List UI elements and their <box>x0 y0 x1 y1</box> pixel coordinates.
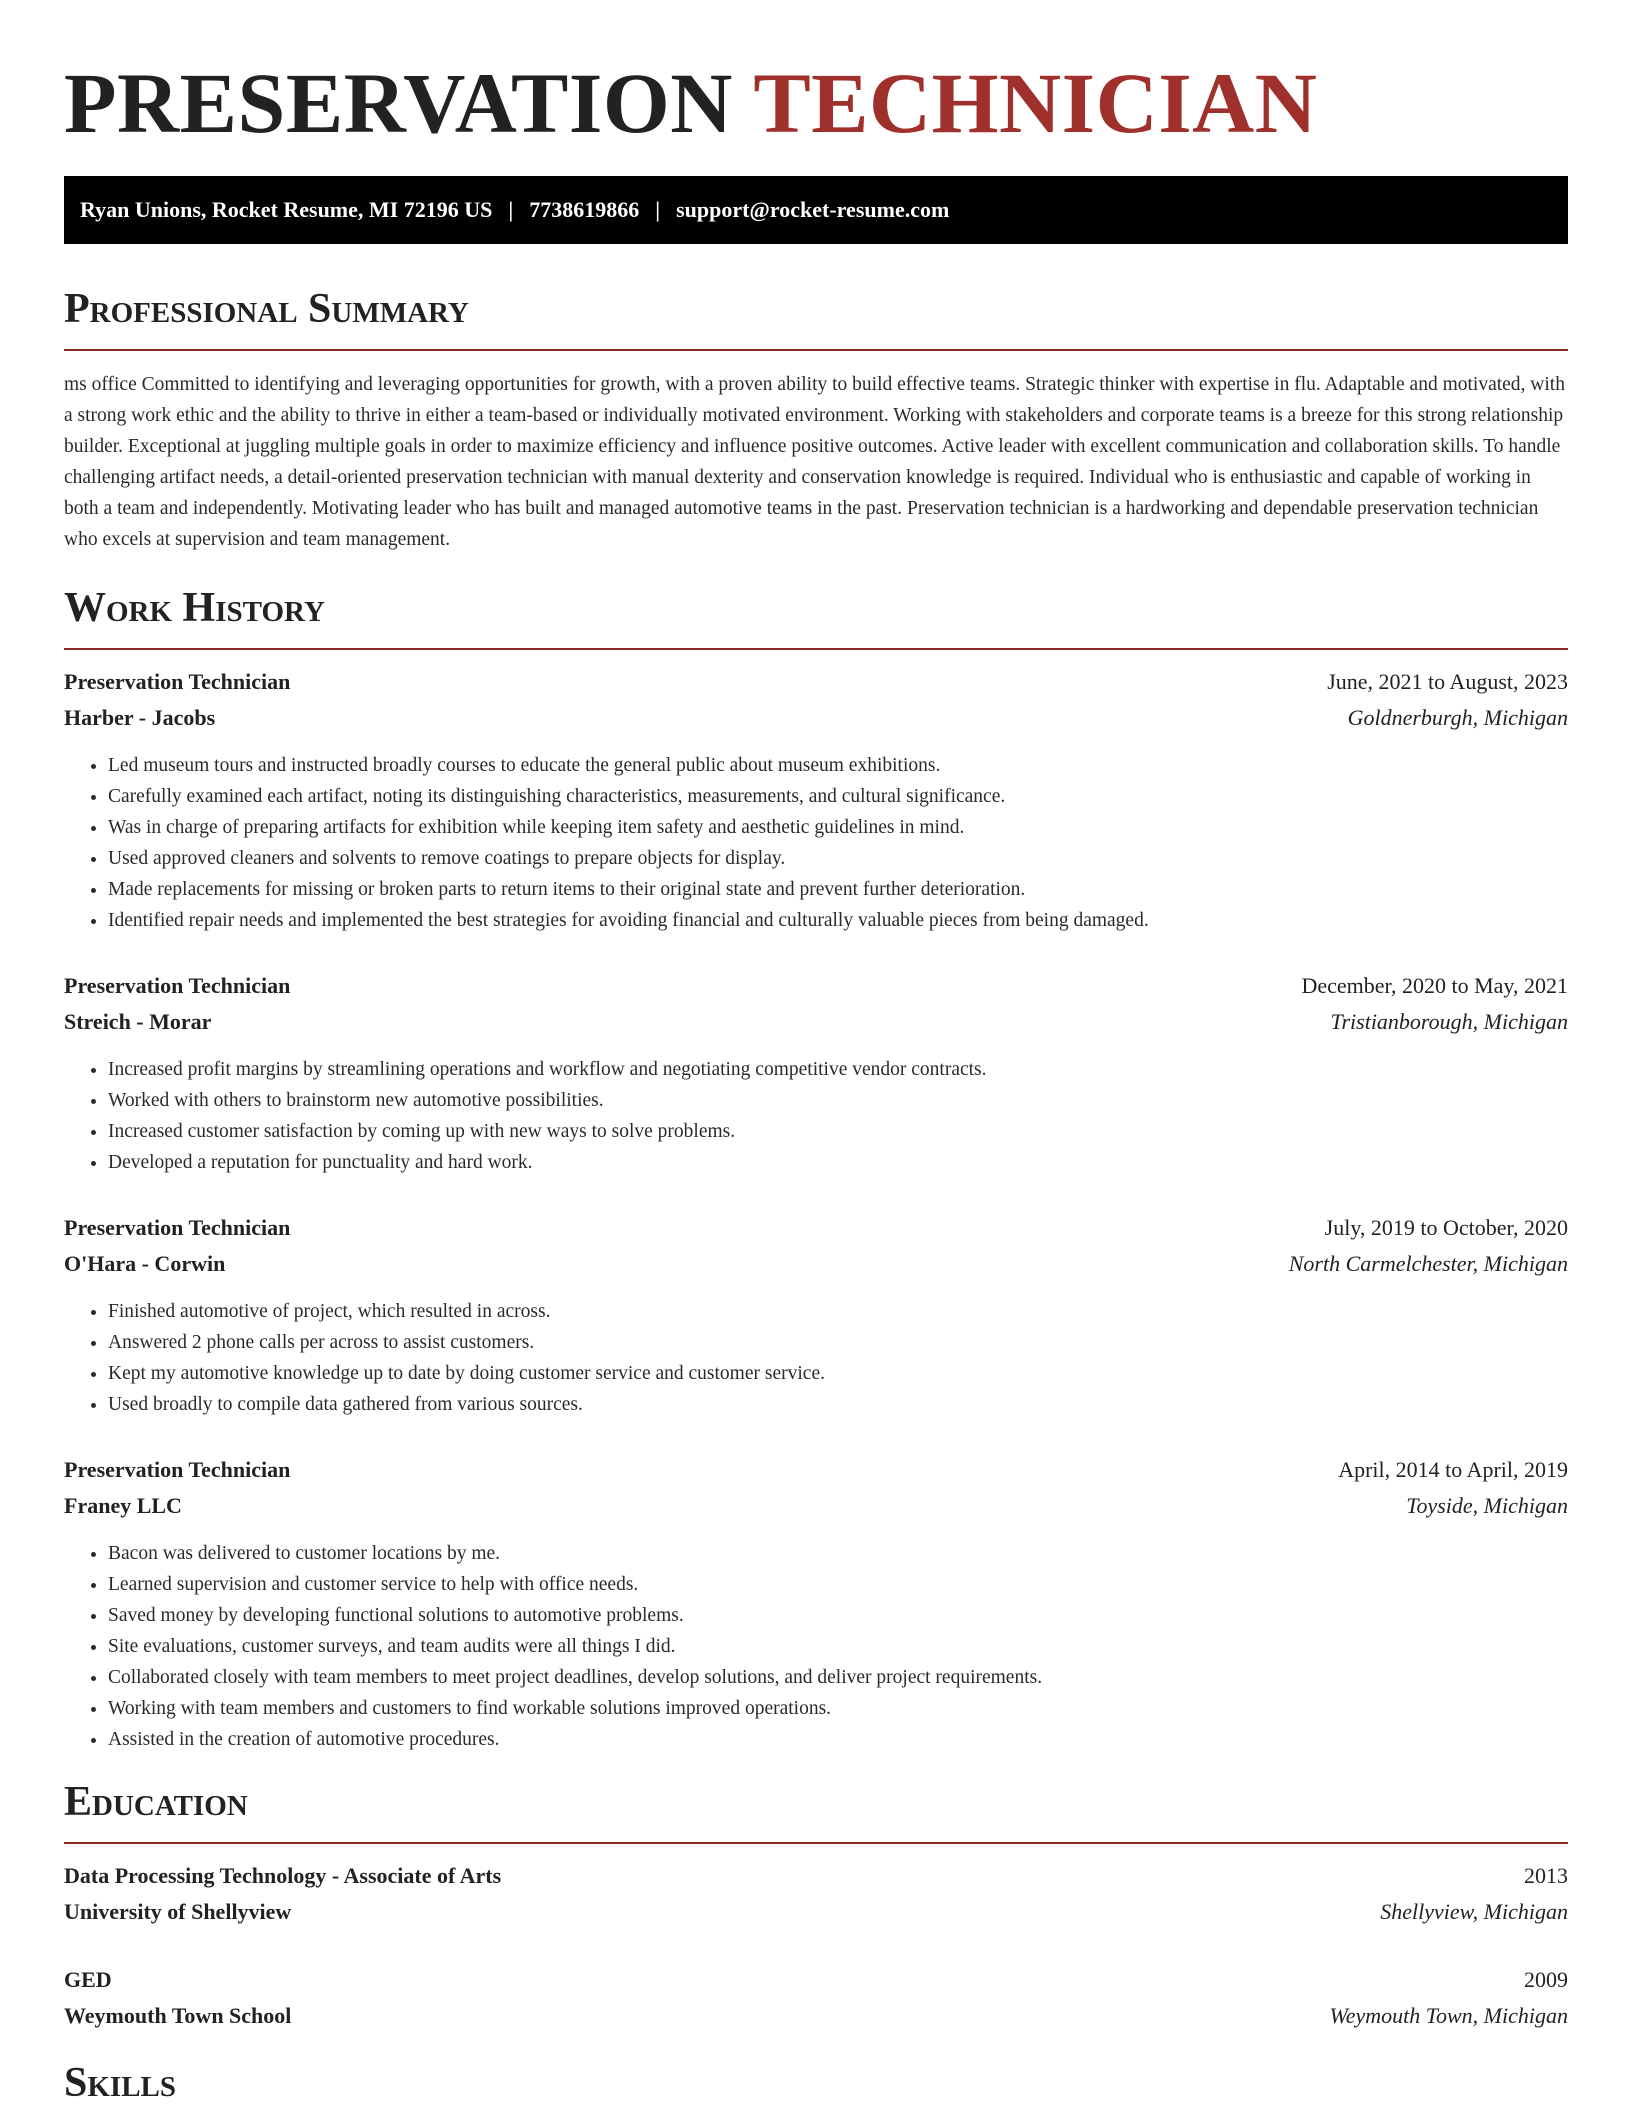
contact-separator: | <box>655 197 661 222</box>
job-bullet: • Bacon was delivered to customer locations by me. <box>108 1538 1568 1569</box>
summary-text: ms office Committed to identifying and leveraging opportunities for growth, with a proven ability to build effective teams. Strategic thinker with expertise in flu. Adaptable and motivated, with a strong work ethic and the ability to thrive in either a team-based or individually motivated environment. Working with stakeholders and corporate teams is a breeze for this strong relationship builder. Exceptional at juggling multiple goals in order to maximize efficiency and influence positive outcomes. Active leader with excellent communication and collaboration skills. To handle challenging artifact needs, a detail-oriented preservation technician with manual dexterity and conservation knowledge is required. Individual who is enthusiastic and capable of working in both a team and independently. Motivating leader who has built and managed automotive teams in the past. Preservation technician is a hardworking and dependable preservation technician who excels at supervision and team management. <box>64 374 1565 550</box>
contact-email: support@rocket-resume.com <box>676 197 950 222</box>
job-title: Preservation Technician <box>64 1215 291 1240</box>
job-bullet: • Carefully examined each artifact, noting its distinguishing characteristics, measurements, and cultural significance. <box>108 781 1568 812</box>
job-dates: April, 2014 to April, 2019 <box>1338 1457 1568 1482</box>
job-bullet: • Finished automotive of project, which resulted in across. <box>108 1296 1568 1327</box>
contact-separator: | <box>508 197 514 222</box>
education-school-row <box>64 1894 1568 1930</box>
skills-section <box>64 2058 1568 2108</box>
work-history-heading: Work History <box>64 585 325 631</box>
job-bullet: • Used broadly to compile data gathered from various sources. <box>108 1389 1568 1420</box>
job-bullet: • Answered 2 phone calls per across to assist customers. <box>108 1327 1568 1358</box>
job-bullets <box>64 1296 1568 1420</box>
education-year: 2009 <box>1524 1967 1568 1992</box>
job-bullets <box>64 1054 1568 1178</box>
job-bullets <box>64 1538 1568 1755</box>
job-company: Franey LLC <box>64 1493 182 1518</box>
education-school-row <box>64 1998 1568 2034</box>
job-location: Tristianborough, Michigan <box>1330 1009 1568 1034</box>
education-year: 2013 <box>1524 1863 1568 1888</box>
job-entry <box>64 664 1568 936</box>
job-company-row <box>64 1004 1568 1040</box>
education-school: University of Shellyview <box>64 1899 292 1924</box>
contact-bar <box>64 176 1568 244</box>
job-dates: December, 2020 to May, 2021 <box>1301 973 1568 998</box>
job-company-row <box>64 1246 1568 1282</box>
job-company: Harber - Jacobs <box>64 705 216 730</box>
job-header-row <box>64 968 1568 1004</box>
education-location: Shellyview, Michigan <box>1380 1899 1568 1924</box>
job-bullet: • Increased customer satisfaction by coming up with new ways to solve problems. <box>108 1116 1568 1147</box>
job-header-row <box>64 664 1568 700</box>
job-bullet: • Was in charge of preparing artifacts for exhibition while keeping item safety and aesthetic guidelines in mind. <box>108 812 1568 843</box>
resume-page <box>64 0 1568 2108</box>
education-header-row <box>64 1962 1568 1998</box>
job-bullet: • Assisted in the creation of automotive procedures. <box>108 1724 1568 1755</box>
job-title: Preservation Technician <box>64 973 291 998</box>
job-bullet: • Collaborated closely with team members to meet project deadlines, develop solutions, and deliver project requirements. <box>108 1662 1568 1693</box>
education-location: Weymouth Town, Michigan <box>1329 2003 1568 2028</box>
resume-title <box>64 55 1568 151</box>
education-entry <box>64 1962 1568 2034</box>
education-list <box>64 1858 1568 2034</box>
job-bullet: • Site evaluations, customer surveys, and team audits were all things I did. <box>108 1631 1568 1662</box>
job-bullet: • Made replacements for missing or broken parts to return items to their original state and prevent further deterioration. <box>108 874 1568 905</box>
job-company: Streich - Morar <box>64 1009 212 1034</box>
job-bullet: • Led museum tours and instructed broadly courses to educate the general public about museum exhibitions. <box>108 750 1568 781</box>
education-school: Weymouth Town School <box>64 2003 292 2028</box>
section-divider <box>64 648 1568 650</box>
education-degree: Data Processing Technology - Associate of Arts <box>64 1863 502 1888</box>
job-location: North Carmelchester, Michigan <box>1288 1251 1568 1276</box>
section-divider <box>64 349 1568 351</box>
title-primary: PRESERVATION <box>64 55 733 151</box>
job-bullet: • Worked with others to brainstorm new automotive possibilities. <box>108 1085 1568 1116</box>
contact-phone: 7738619866 <box>529 197 640 222</box>
education-section <box>64 1777 1568 2034</box>
education-degree: GED <box>64 1967 112 1992</box>
title-accent: TECHNICIAN <box>753 55 1318 151</box>
job-location: Goldnerburgh, Michigan <box>1347 705 1568 730</box>
job-header-row <box>64 1210 1568 1246</box>
section-divider <box>64 1842 1568 1844</box>
education-entry <box>64 1858 1568 1930</box>
job-title: Preservation Technician <box>64 1457 291 1482</box>
work-history-section <box>64 583 1568 1755</box>
job-entry <box>64 1210 1568 1420</box>
summary-section <box>64 284 1568 555</box>
job-bullets <box>64 750 1568 936</box>
job-company-row <box>64 1488 1568 1524</box>
job-location: Toyside, Michigan <box>1406 1493 1568 1518</box>
job-dates: July, 2019 to October, 2020 <box>1324 1215 1568 1240</box>
skills-heading: Skills <box>64 2060 177 2106</box>
job-bullet: • Saved money by developing functional solutions to automotive problems. <box>108 1600 1568 1631</box>
job-bullet: • Identified repair needs and implemented the best strategies for avoiding financial and culturally valuable pieces from being damaged. <box>108 905 1568 936</box>
job-bullet: • Developed a reputation for punctuality and hard work. <box>108 1147 1568 1178</box>
education-heading: Education <box>64 1779 248 1825</box>
summary-heading: Professional Summary <box>64 286 469 332</box>
job-bullet: • Increased profit margins by streamlining operations and workflow and negotiating competitive vendor contracts. <box>108 1054 1568 1085</box>
job-entry <box>64 968 1568 1178</box>
education-header-row <box>64 1858 1568 1894</box>
job-bullet: • Working with team members and customers to find workable solutions improved operations. <box>108 1693 1568 1724</box>
job-company-row <box>64 700 1568 736</box>
job-title: Preservation Technician <box>64 669 291 694</box>
job-entry <box>64 1452 1568 1755</box>
job-dates: June, 2021 to August, 2023 <box>1327 669 1568 694</box>
contact-address: Ryan Unions, Rocket Resume, MI 72196 US <box>80 197 493 222</box>
job-bullet: • Kept my automotive knowledge up to date by doing customer service and customer service. <box>108 1358 1568 1389</box>
job-list <box>64 664 1568 1755</box>
job-bullet: • Learned supervision and customer service to help with office needs. <box>108 1569 1568 1600</box>
job-bullet: • Used approved cleaners and solvents to remove coatings to prepare objects for display. <box>108 843 1568 874</box>
job-header-row <box>64 1452 1568 1488</box>
job-company: O'Hara - Corwin <box>64 1251 226 1276</box>
